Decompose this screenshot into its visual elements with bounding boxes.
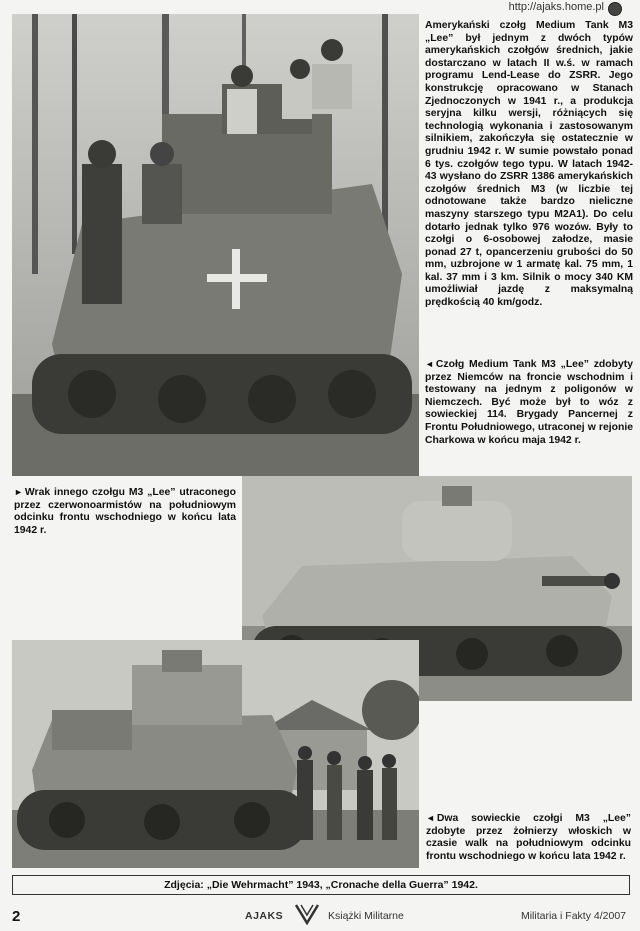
site-url[interactable]: http://ajaks.home.pl [508,1,604,13]
page-number: 2 [12,908,21,925]
main-description: Amerykański czołg Medium Tank M3 „Lee” był jednym z dwóch typów amerykańskich czołgów średnich, jakie dostarczano w latach II w.ś. w ramach programu Lend-Lease do ZSRR. Jego konstrukcję opracowano w Stanach Zjednoczonych w 1941 r., a produkcja seryjna kilku wersji, różniących się technologią wykonania i zastosowanym silnikiem, zakończyła się ostatecznie w grudniu 1942 r. W sumie powstało ponad 6 tys. czołgów tego typu. W latach 1942-43 wysłano do ZSRR 1386 amerykańskich czołgów średnich M3 (w liczbie tej odnotowane także bardzo nieliczne maszyny starszego typu M2A1). Do celu dotarło jednak tylko 976 wozów. Były to czołgi o 6-osobowej załodze, masie ponad 27 t, opancerzeniu grubości do 50 mm, uzbrojone w 1 armatę kal. 75 mm, 1 kal. 37 mm i 3 km. Silnik o mocy 340 KM umożliwiał jazdę z maksymalną prędkością 40 km/godz. [425,20,633,309]
photo-credit: Zdjęcia: „Die Wehrmacht” 1943, „Cronache della Guerra” 1942. [12,875,630,895]
magazine-issue: Militaria i Fakty 4/2007 [520,910,626,922]
caption-italian-capture [426,812,631,863]
caption-italian-text: Dwa sowieckie czołgi M3 „Lee” zdobyte przez żołnierzy włoskich w czasie walk na południowym odcinku frontu wschodniego w końcu lata 1942 r. [426,813,631,862]
page-footer [0,900,640,931]
publisher-logo-icon [294,903,320,925]
photo-italian-captured-tanks [12,640,419,868]
caption-captured-text: Czołg Medium Tank M3 „Lee” zdobyty przez Niemców na froncie wschodnim i testowany na jednym z poligonów w Niemczech. Być może był to wóz z sowieckiej 114. Brygady Pancernej z Frontu Południowego, utraconej w rejonie Charkowa w końcu maja 1942 r. [425,359,633,446]
publisher-name: AJAKS [245,910,284,922]
caption-arrow-left: ◄ [425,359,434,369]
caption-arrow-left-2: ◄ [426,813,435,823]
photo-tank-with-crew [12,14,419,476]
globe-icon [608,2,622,16]
caption-arrow-right: ► [14,487,23,497]
caption-captured-tank [425,358,633,447]
caption-wreck-text: Wrak innego czołgu M3 „Lee” utraconego przez czerwonoarmistów na południowym odcinku frontu wschodniego w końcu lata 1942 r. [14,487,236,536]
series-name: Książki Militarne [328,910,404,922]
caption-wreck [14,486,236,537]
